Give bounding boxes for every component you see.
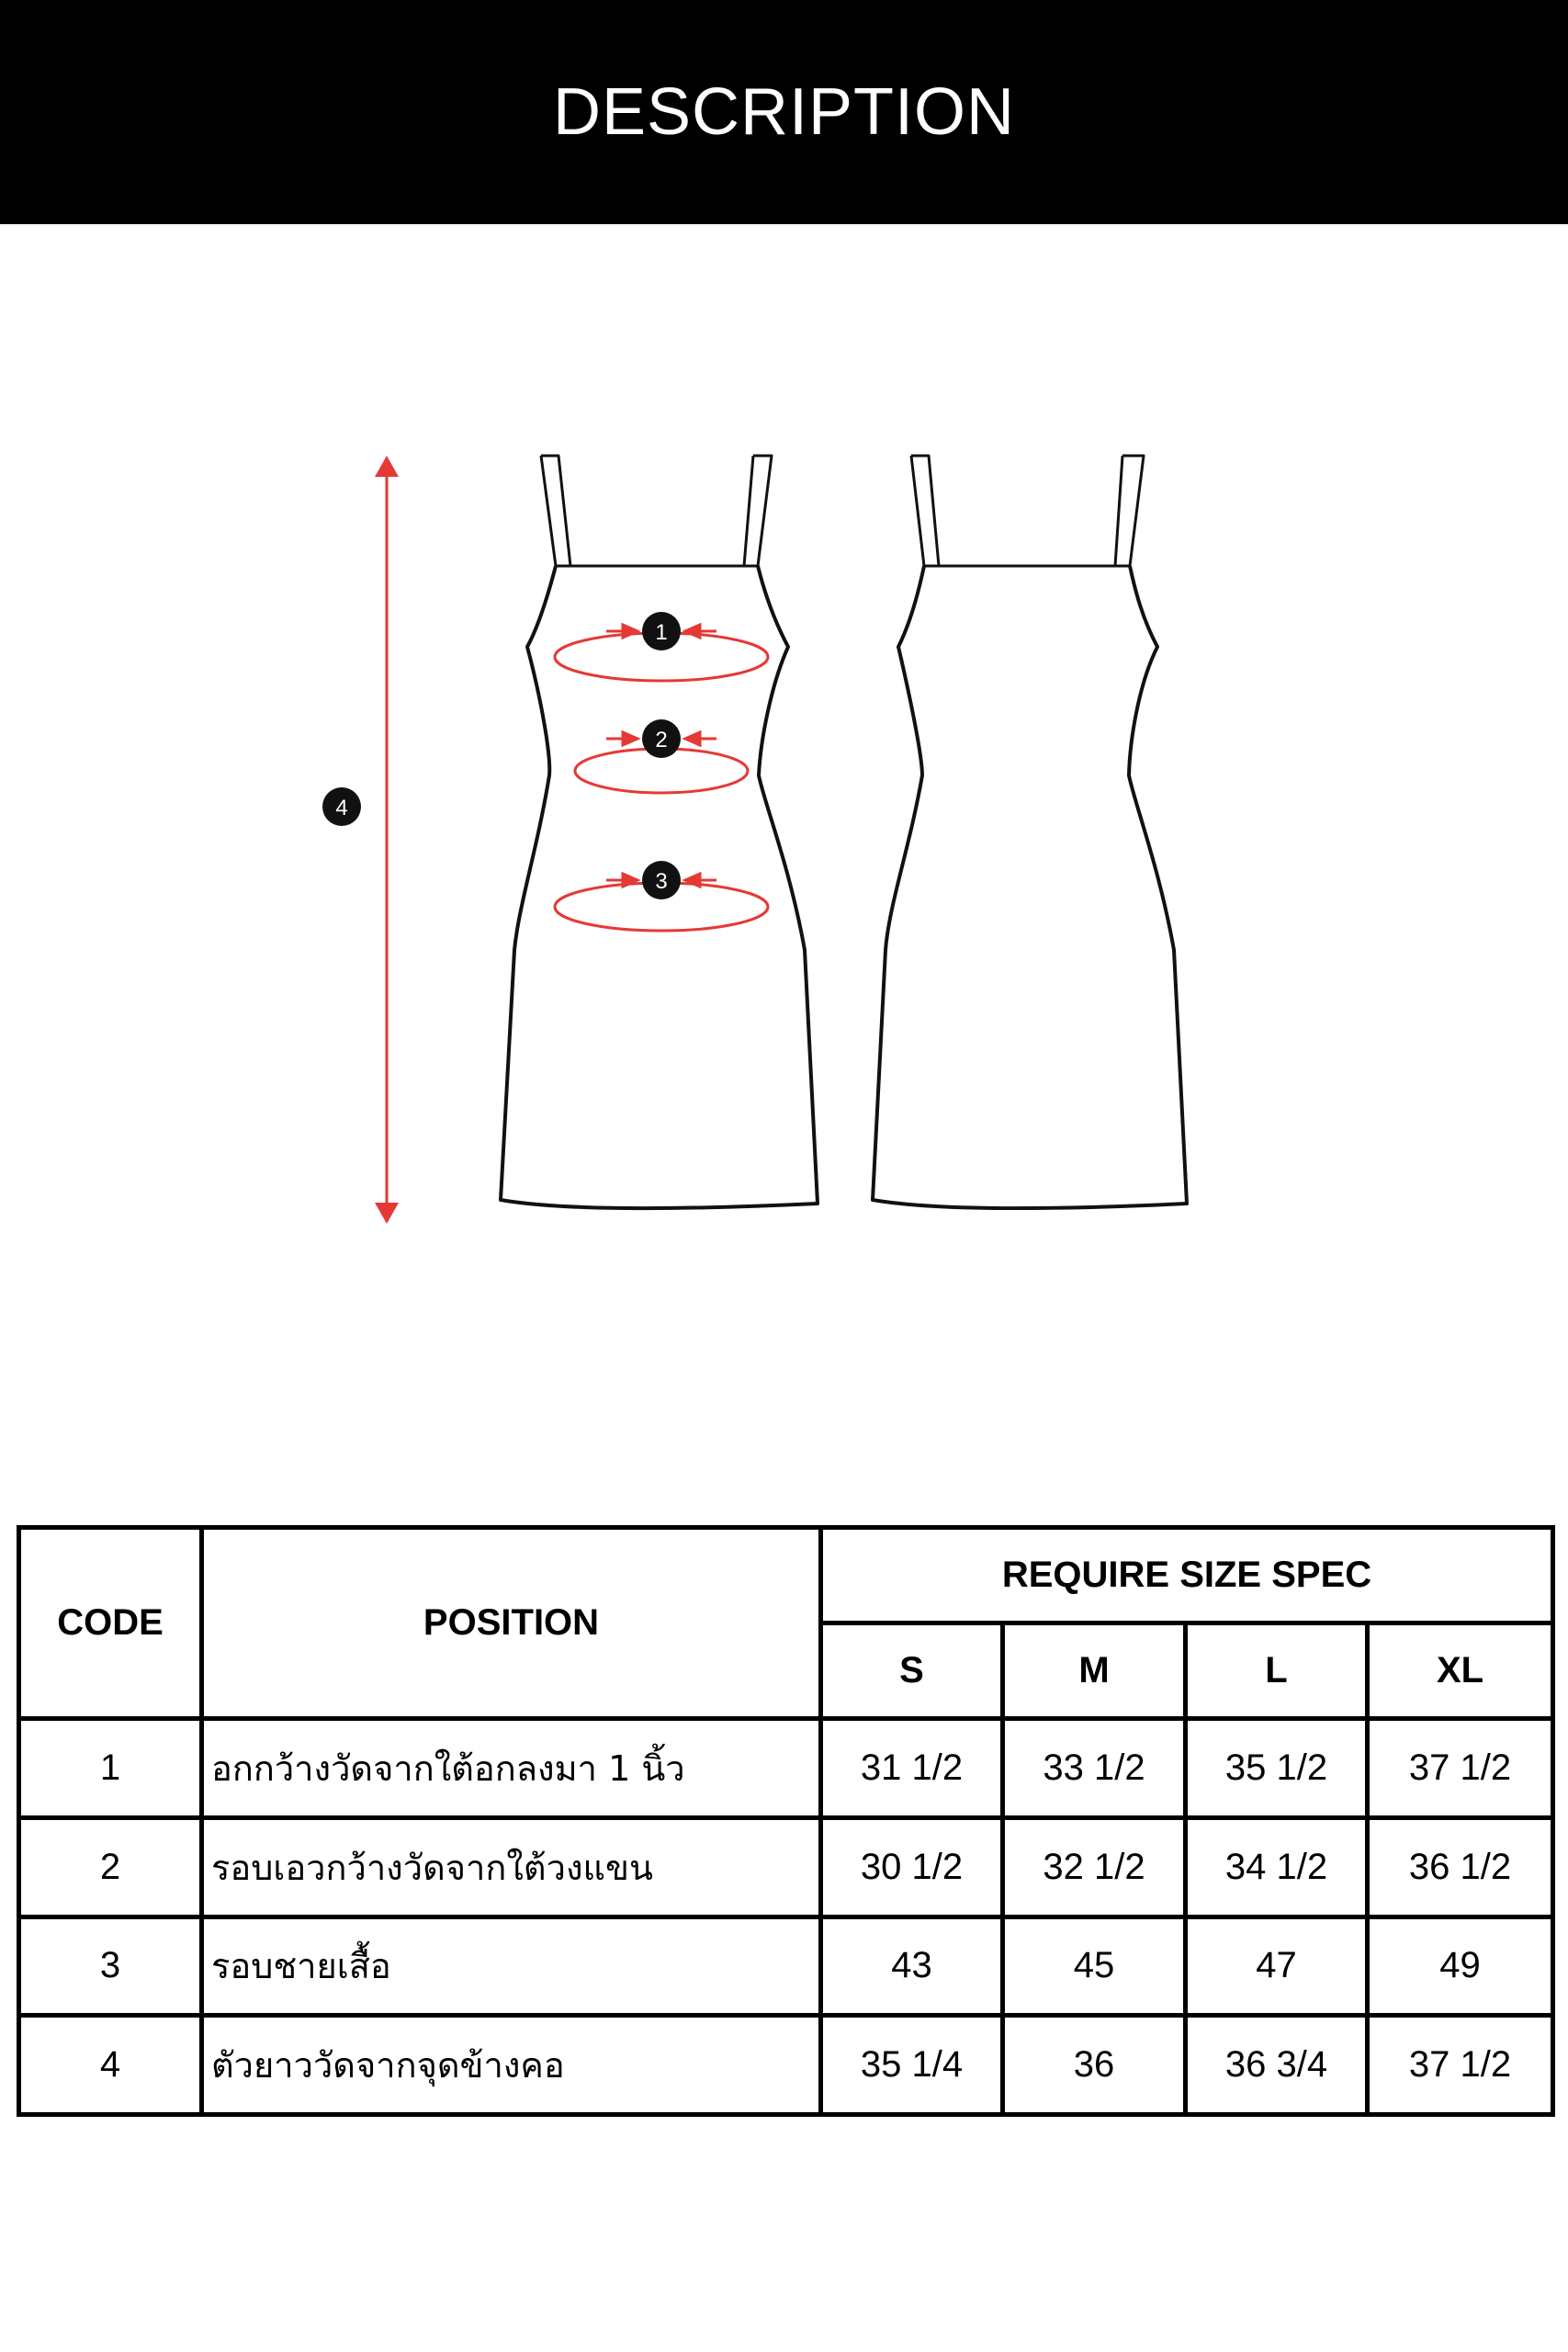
value-xl: 36 1/2 (1368, 1817, 1553, 1917)
table-row (19, 1719, 1553, 1818)
row-code: 1 (19, 1719, 202, 1818)
length-arrow (375, 456, 399, 1224)
value-m: 45 (1003, 1917, 1186, 2016)
value-xl: 37 1/2 (1368, 2016, 1553, 2115)
table-row (19, 1917, 1553, 2016)
header-code: CODE (19, 1528, 202, 1719)
value-l: 47 (1186, 1917, 1368, 2016)
header-size-l: L (1186, 1623, 1368, 1719)
marker-1 (642, 612, 681, 650)
header-size-s: S (821, 1623, 1003, 1719)
marker-3 (642, 861, 681, 899)
value-l: 36 3/4 (1186, 2016, 1368, 2115)
header-bar (0, 0, 1568, 224)
value-m: 32 1/2 (1003, 1817, 1186, 1917)
svg-text:4: 4 (335, 796, 348, 820)
header-size-xl: XL (1368, 1623, 1553, 1719)
marker-4 (322, 787, 361, 826)
header-position: POSITION (202, 1528, 821, 1719)
header-require-size-spec: REQUIRE SIZE SPEC (821, 1528, 1553, 1623)
page-title: DESCRIPTION (552, 75, 1016, 149)
row-position: รอบเอวกว้างวัดจากใต้วงแขน (202, 1817, 821, 1917)
row-position: ตัวยาววัดจากจุดข้างคอ (202, 2016, 821, 2115)
value-s: 35 1/4 (821, 2016, 1003, 2115)
svg-text:3: 3 (655, 869, 668, 894)
back-dress-outline (873, 456, 1187, 1208)
value-s: 30 1/2 (821, 1817, 1003, 1917)
value-xl: 49 (1368, 1917, 1553, 2016)
header-size-m: M (1003, 1623, 1186, 1719)
front-dress-outline (501, 456, 818, 1208)
row-code: 2 (19, 1817, 202, 1917)
row-code: 3 (19, 1917, 202, 2016)
table-row (19, 1817, 1553, 1917)
dress-diagram (0, 224, 1568, 1510)
value-m: 36 (1003, 2016, 1186, 2115)
table-row (19, 2016, 1553, 2115)
svg-text:2: 2 (655, 728, 668, 752)
size-spec-table (17, 1525, 1555, 2117)
value-s: 43 (821, 1917, 1003, 2016)
value-xl: 37 1/2 (1368, 1719, 1553, 1818)
svg-text:1: 1 (655, 620, 668, 645)
value-m: 33 1/2 (1003, 1719, 1186, 1818)
row-code: 4 (19, 2016, 202, 2115)
row-position: อกกว้างวัดจากใต้อกลงมา 1 นิ้ว (202, 1719, 821, 1818)
value-s: 31 1/2 (821, 1719, 1003, 1818)
value-l: 34 1/2 (1186, 1817, 1368, 1917)
marker-2 (642, 719, 681, 758)
row-position: รอบชายเสื้อ (202, 1917, 821, 2016)
value-l: 35 1/2 (1186, 1719, 1368, 1818)
